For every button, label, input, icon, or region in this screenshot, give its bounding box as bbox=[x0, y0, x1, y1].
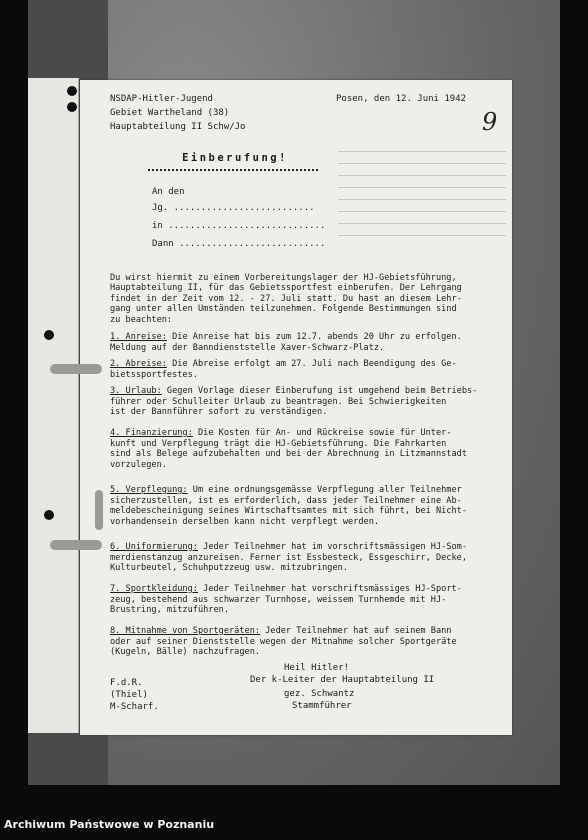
section-heading: 1. Anreise: bbox=[110, 332, 167, 342]
org-name: NSDAP-Hitler-Jugend bbox=[110, 94, 213, 104]
folio-number: 9 bbox=[482, 108, 498, 136]
section-line: bietssportfestes. bbox=[110, 369, 198, 380]
closing-salute: Heil Hitler! bbox=[284, 663, 350, 673]
document-title: Einberufung! bbox=[182, 152, 288, 164]
section-line: Meldung auf der Banndienststelle Xaver-Schwarz-Platz. bbox=[110, 342, 385, 353]
org-region: Gebiet Wartheland (38) bbox=[110, 108, 230, 118]
section-urlaub bbox=[110, 386, 500, 418]
section-line: sind als Belege aufzubehalten und bei der Abrechnung in Litzmannstadt bbox=[110, 449, 467, 460]
section-uniformierung bbox=[110, 542, 500, 574]
section-line: meldebescheinigung seines Wirtschaftsamtes mit sich führt, bei Nicht- bbox=[110, 506, 467, 517]
initials-line: (Thiel) bbox=[110, 690, 148, 700]
section-line: sicherzustellen, ist es erforderlich, dass jeder Teilnehmer eine Ab- bbox=[110, 495, 462, 506]
section-sportgeraete bbox=[110, 626, 500, 658]
underlying-sheet bbox=[28, 78, 79, 733]
section-abreise bbox=[110, 359, 500, 380]
section-line: führer oder Schulleiter Urlaub zu beantragen. Bei Schwierigkeiten bbox=[110, 396, 447, 407]
section-heading: 8. Mitnahme von Sportgeräten: bbox=[110, 626, 261, 636]
initials-line: F.d.R. bbox=[110, 678, 143, 688]
punch-hole bbox=[67, 86, 77, 96]
section-line: vorhandensein derselben kann nicht verpflegt werden. bbox=[110, 516, 380, 527]
section-line: Die Abreise erfolgt am 27. Juli nach Beendigung des Ge- bbox=[166, 359, 457, 369]
section-line: Jeder Teilnehmer hat im vorschriftsmässigen HJ-Som- bbox=[197, 542, 468, 552]
binder-clip bbox=[50, 364, 102, 374]
section-heading: 2. Abreise: bbox=[110, 359, 167, 369]
section-line: vorzulegen. bbox=[110, 459, 167, 470]
intro-line: findet in der Zeit vom 12. - 27. Juli statt. Du hast an diesem Lehr- bbox=[110, 293, 462, 304]
org-department: Hauptabteilung II Schw/Jo bbox=[110, 122, 246, 132]
closing-signed: gez. Schwantz bbox=[284, 689, 355, 699]
section-finanzierung bbox=[110, 428, 500, 470]
section-heading: 7. Sportkleidung: bbox=[110, 584, 198, 594]
archive-name: Archiwum Państwowe w Poznaniu bbox=[4, 818, 215, 831]
binder-clip bbox=[50, 540, 102, 550]
archive-footer bbox=[0, 810, 588, 840]
bleed-through-text bbox=[338, 140, 506, 240]
section-line: Brustring, mitzuführen. bbox=[110, 605, 229, 616]
section-heading: 3. Urlaub: bbox=[110, 386, 162, 396]
place-date: Posen, den 12. Juni 1942 bbox=[336, 94, 467, 104]
section-line: Jeder Teilnehmer hat auf seinem Bann bbox=[260, 626, 452, 636]
closing-rank: Stammführer bbox=[292, 701, 352, 711]
section-line: ist der Bannführer sofort zu verständigen. bbox=[110, 407, 328, 418]
address-line: Jg. .......................... bbox=[152, 203, 315, 213]
intro-line: Du wirst hiermit zu einem Vorbereitungslager der HJ-Gebietsführung, bbox=[110, 272, 457, 283]
address-line: An den bbox=[152, 187, 185, 197]
section-line: Jeder Teilnehmer hat vorschriftsmässiges HJ-Sport- bbox=[197, 584, 462, 594]
intro-line: gang unter allen Umständen teilzunehmen. Folgende Bestimmungen sind bbox=[110, 304, 457, 315]
section-verpflegung bbox=[110, 485, 500, 527]
section-line: Die Anreise hat bis zum 12.7. abends 20 Uhr zu erfolgen. bbox=[166, 332, 462, 342]
closing-role: Der k-Leiter der Hauptabteilung II bbox=[250, 675, 435, 685]
intro-paragraph bbox=[110, 262, 500, 336]
section-line: oder auf seiner Dienststelle wegen der Mitnahme solcher Sportgeräte bbox=[110, 636, 457, 647]
section-line: Gegen Vorlage dieser Einberufung ist umgehend beim Betriebs- bbox=[161, 386, 478, 396]
section-line: zeug, bestehend aus schwarzer Turnhose, weissem Turnhemde mit HJ- bbox=[110, 594, 447, 605]
address-line: Dann ........................... bbox=[152, 239, 326, 249]
section-heading: 4. Finanzierung: bbox=[110, 428, 193, 438]
address-line: in ............................. bbox=[152, 221, 326, 231]
title-underline bbox=[148, 169, 318, 171]
punch-hole bbox=[44, 330, 54, 340]
binder-clip bbox=[95, 490, 103, 530]
section-heading: 5. Verpflegung: bbox=[110, 485, 188, 495]
punch-hole bbox=[67, 102, 77, 112]
intro-line: Hauptabteilung II, für das Gebietssportfest einberufen. Der Lehrgang bbox=[110, 283, 462, 294]
intro-line: zu beachten: bbox=[110, 314, 173, 325]
section-heading: 6. Uniformierung: bbox=[110, 542, 198, 552]
section-line: kunft und Verpflegung trägt die HJ-Gebietsführung. Die Fahrkarten bbox=[110, 438, 447, 449]
section-sportkleidung bbox=[110, 584, 500, 616]
punch-hole bbox=[44, 510, 54, 520]
section-line: merdienstanzug anzureisen. Ferner ist Essbesteck, Essgeschirr, Decke, bbox=[110, 552, 467, 563]
section-line: (Kugeln, Bälle) nachzufragen. bbox=[110, 647, 261, 658]
section-line: Die Kosten für An- und Rückreise sowie für Unter- bbox=[192, 428, 452, 438]
initials-line: M-Scharf. bbox=[110, 702, 159, 712]
section-line: Kulturbeutel, Schuhputzzeug usw. mitzubringen. bbox=[110, 563, 348, 574]
section-line: Um eine ordnungsgemässe Verpflegung aller Teilnehmer bbox=[187, 485, 462, 495]
section-anreise bbox=[110, 332, 500, 353]
